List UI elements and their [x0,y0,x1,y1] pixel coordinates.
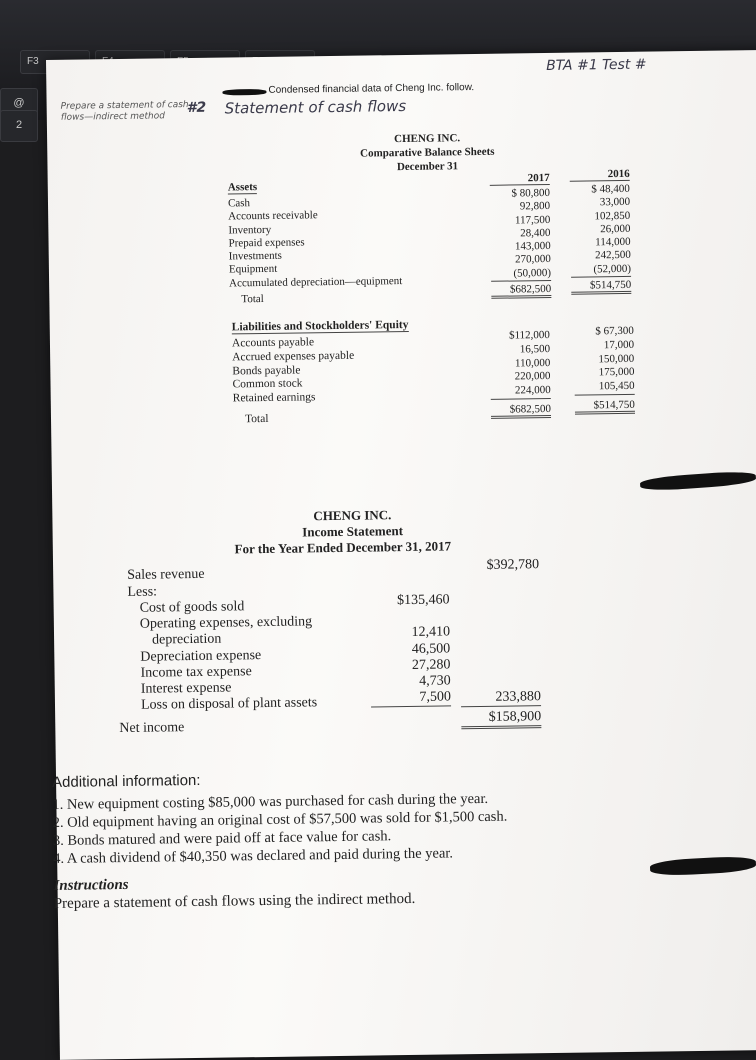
additional-item: 3. Bonds matured and were paid off at face value for cash. [52,828,392,849]
assets-total-label: Total [241,292,264,306]
margin-note-line: Prepare a statement of cash [60,100,189,112]
asset-value-2016: 242,500 [594,249,631,262]
ink-redaction [222,89,266,96]
expense-label: Operating expenses, excluding [139,614,313,632]
sales-value: $392,780 [486,557,540,573]
worksheet-paper [46,50,756,1060]
liabilities-heading: Liabilities and Stockholders' Equity [231,318,409,334]
expense-value: 4,730 [419,673,451,689]
asset-value-2017: 92,800 [519,200,551,213]
asset-labels [228,195,402,290]
liability-value-2016: 150,000 [598,352,635,365]
key-2[interactable]: 2 [0,110,38,142]
handwritten-problem-number: #2 [186,99,207,117]
asset-label: Equipment [228,263,278,276]
net-income-label: Net income [119,720,185,737]
margin-note [61,100,189,124]
bs-company: CHENG INC. [394,132,461,146]
bs-title: Comparative Balance Sheets [360,145,495,160]
total-expenses: 233,880 [461,689,541,707]
asset-value-2017: $ 80,800 [511,186,550,200]
expense-value: 27,280 [411,657,451,673]
additional-heading: Additional information: [51,771,201,791]
asset-value-2016: 33,000 [599,196,631,209]
liability-label: Common stock [232,377,303,391]
net-income-value: $158,900 [461,709,541,729]
instructions-text: Prepare a statement of cash flows using the indirect method. [53,890,416,912]
liabilities-total-2017: $682,500 [491,403,551,419]
liability-value-2017: 220,000 [514,370,551,383]
instructions-heading: Instructions [53,876,129,894]
is-title: Income Statement [302,523,404,540]
asset-value-2017: 143,000 [514,240,551,253]
handwritten-title: Statement of cash flows [224,96,407,118]
liability-value-2016: $ 67,300 [595,324,634,338]
expense-label: Loss on disposal of plant assets [140,695,318,713]
col-2016-header: 2016 [570,168,630,182]
expense-value [370,609,450,626]
liability-label: Bonds payable [232,364,301,378]
liability-value-2016: 175,000 [598,366,635,379]
expense-label: Interest expense [140,680,232,697]
assets-total-2017: $682,500 [491,283,551,299]
asset-label: Inventory [228,223,272,237]
key-f3[interactable]: F3 [20,50,90,74]
asset-value-2016: 114,000 [595,236,631,249]
less-label: Less: [127,584,158,600]
liability-label: Accounts payable [231,336,315,350]
bs-date: December 31 [396,160,459,174]
expense-label: Income tax expense [140,664,252,681]
asset-value-2016: $ 48,400 [591,182,630,196]
liability-label: Retained earnings [232,391,316,405]
handwritten-test-label: BTA #1 Test # [546,56,647,75]
asset-label: Prepaid expenses [228,236,305,250]
liabilities-total-2016: $514,750 [575,399,635,415]
liability-value-2017: 16,500 [519,342,551,356]
liability-value-2017: $112,000 [508,328,550,342]
asset-value-2017: 117,500 [514,213,551,227]
asset-label: Accounts receivable [228,209,318,223]
asset-label: Accumulated depreciation—equipment [229,274,403,290]
liability-labels [232,336,355,407]
additional-item: 4. A cash dividend of $40,350 was declared and paid during the year. [53,845,454,867]
liability-value-2016: 17,000 [603,338,635,352]
liability-value-2016: 105,450 [575,380,635,396]
liability-values-2017 [490,329,551,400]
asset-value-2017: (50,000) [491,267,551,282]
expense-label: Depreciation expense [140,647,262,665]
asset-value-2017: 270,000 [515,253,551,266]
intro-text: Condensed financial data of Cheng Inc. follow. [268,82,475,96]
expense-label: Cost of goods sold [139,599,245,616]
expense-values [369,592,451,708]
expense-value: 7,500 [371,690,451,708]
is-company: CHENG INC. [313,507,392,524]
asset-value-2016: (52,000) [571,263,631,278]
key-at[interactable]: @ [0,88,38,120]
sales-label: Sales revenue [127,566,205,583]
assets-heading: Assets [227,181,258,194]
expense-labels [140,598,318,714]
additional-list [52,790,508,868]
asset-value-2016: 26,000 [600,222,631,236]
asset-label: Cash [227,197,251,210]
additional-item: 2. Old equipment having an original cost of $57,500 was sold for $1,500 cash. [52,808,508,831]
liability-value-2017: 224,000 [491,384,551,400]
liabilities-total-label: Total [244,412,269,426]
assets-total-2016: $514,750 [571,279,631,295]
asset-values-2017 [490,187,551,282]
asset-value-2016: 102,850 [594,209,631,222]
expense-label: depreciation [152,632,222,648]
is-period: For the Year Ended December 31, 2017 [234,538,452,557]
additional-item: 1. New equipment costing $85,000 was purchased for cash during the year. [52,790,489,813]
expense-value: 46,500 [411,641,451,657]
asset-value-2017: 28,400 [520,226,551,240]
asset-label: Investments [228,249,283,263]
margin-note-line: flows—indirect method [60,111,165,123]
liability-values-2016 [574,325,635,396]
col-2017-header: 2017 [490,172,550,186]
liability-value-2017: 110,000 [514,356,551,370]
liability-label: Accrued expenses payable [232,349,355,364]
expense-value: 12,410 [411,624,451,641]
asset-values-2016 [570,183,631,278]
expense-value: $135,460 [396,592,450,609]
